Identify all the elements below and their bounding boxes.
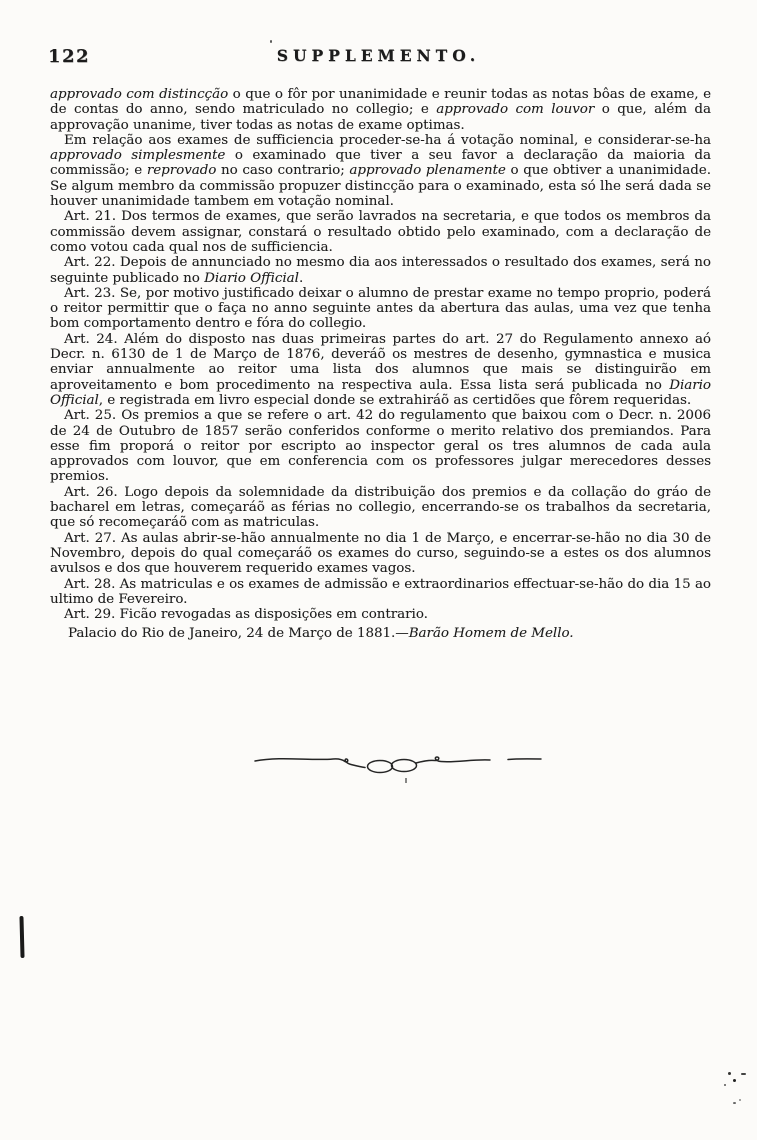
scan-speck <box>270 40 272 43</box>
paragraph-10: Art. 28. As matriculas e os exames de admissão e extraordinarios effectuar-se-hão do dia 15 ao ultimo de Fevereiro. <box>50 576 711 607</box>
paragraph-2: Em relação aos exames de sufficiencia proceder-se-ha á votação nominal, e considerar-se-ha approvado simplesmente o examinado que tiver a seu favor a declaração da maioria da commissão; e reprovado no caso contrario; approvado plenamente o que obtiver a unanimidade. Se algum membro da commissão propuzer distincção para o examinado, esta só lhe será dada se houver unanimidade tambem em votação nominal. <box>50 132 711 210</box>
page-number: 122 <box>48 46 91 67</box>
paragraph-7: Art. 25. Os premios a que se refere o art. 42 do regulamento que baixou com o Decr. n. 2006 de 24 de Outubro de 1857 serão conferidos conforme o merito relativo dos premiandos. Para esse fim proporá o reitor por escripto ao inspector geral os tres alumnos de cada aula approvados com louvor, que em conferencia com os professores julgar merecedores desses premios. <box>50 408 711 485</box>
scan-speck <box>739 1099 741 1101</box>
flourish-ornament-icon <box>253 748 543 778</box>
scan-speck <box>741 1073 746 1075</box>
paragraph-3: Art. 21. Dos termos de exames, que serão lavrados na secretaria, e que todos os membros da commissão devem assignar, constará o resultado obtido pelo examinado, com a declaração de como votou cada qual nos de sufficiencia. <box>50 209 711 255</box>
paragraph-1: approvado com distincção o que o fôr por unanimidade e reunir todas as notas bôas de exame, e de contas do anno, sendo matriculado no collegio; e approvado com louvor o que, além da approvação unanime, tiver todas as notas de exame optimas. <box>50 87 712 133</box>
scan-speck <box>733 1102 736 1104</box>
paragraph-4: Art. 22. Depois de annunciado no mesmo dia aos interessados o resultado dos exames, será no seguinte publicado no Diario Official. <box>50 255 711 286</box>
page-header <box>0 0 757 72</box>
paragraph-5: Art. 23. Se, por motivo justificado deixar o alumno de prestar exame no tempo proprio, poderá o reitor permittir que o faça no anno seguinte antes da abertura das aulas, uma vez que tenha bom comportamento dentro e fóra do collegio. <box>50 285 711 332</box>
paragraph-8: Art. 26. Logo depois da solemnidade da distribuição dos premios e da collação do gráo de bacharel em letras, começaráõ as férias no collegio, encerrando-se os trabalhos da secretaria, que só recomeçaráõ com as matriculas. <box>50 484 711 531</box>
ink-dot <box>405 778 407 783</box>
signature-line: Palacio do Rio de Janeiro, 24 de Março de 1881.—Barão Homem de Mello. <box>68 626 574 642</box>
scan-speck <box>733 1079 736 1082</box>
ink-mark <box>19 916 24 958</box>
scan-speck <box>724 1084 726 1086</box>
paragraph-6: Art. 24. Além do disposto nas duas primeiras partes do art. 27 do Regulamento annexo aó Decr. n. 6130 de 1 de Março de 1876, deveráõ os mestres de desenho, gymnastica e musica enviar annualmente ao reitor uma lista dos alumnos que mais se distinguirão em aproveitamento e bom procedimento na respectiva aula. Essa lista será publicada no Diario Official, e registrada em livro especial donde se extrahiráõ as certidões que fôrem requeridas. <box>50 331 711 408</box>
text-block <box>50 87 711 642</box>
paragraph-11: Art. 29. Ficão revogadas as disposições em contrario. <box>64 607 428 623</box>
page-title: SUPPLEMENTO. <box>276 46 481 65</box>
scan-speck <box>728 1072 731 1075</box>
paragraph-9: Art. 27. As aulas abrir-se-hão annualmente no dia 1 de Março, e encerrar-se-hão no dia 30 de Novembro, depois do qual começaráõ os exames do curso, seguindo-se a estes os dos alumnos avulsos e dos que houverem requerido exames vagos. <box>50 530 711 577</box>
